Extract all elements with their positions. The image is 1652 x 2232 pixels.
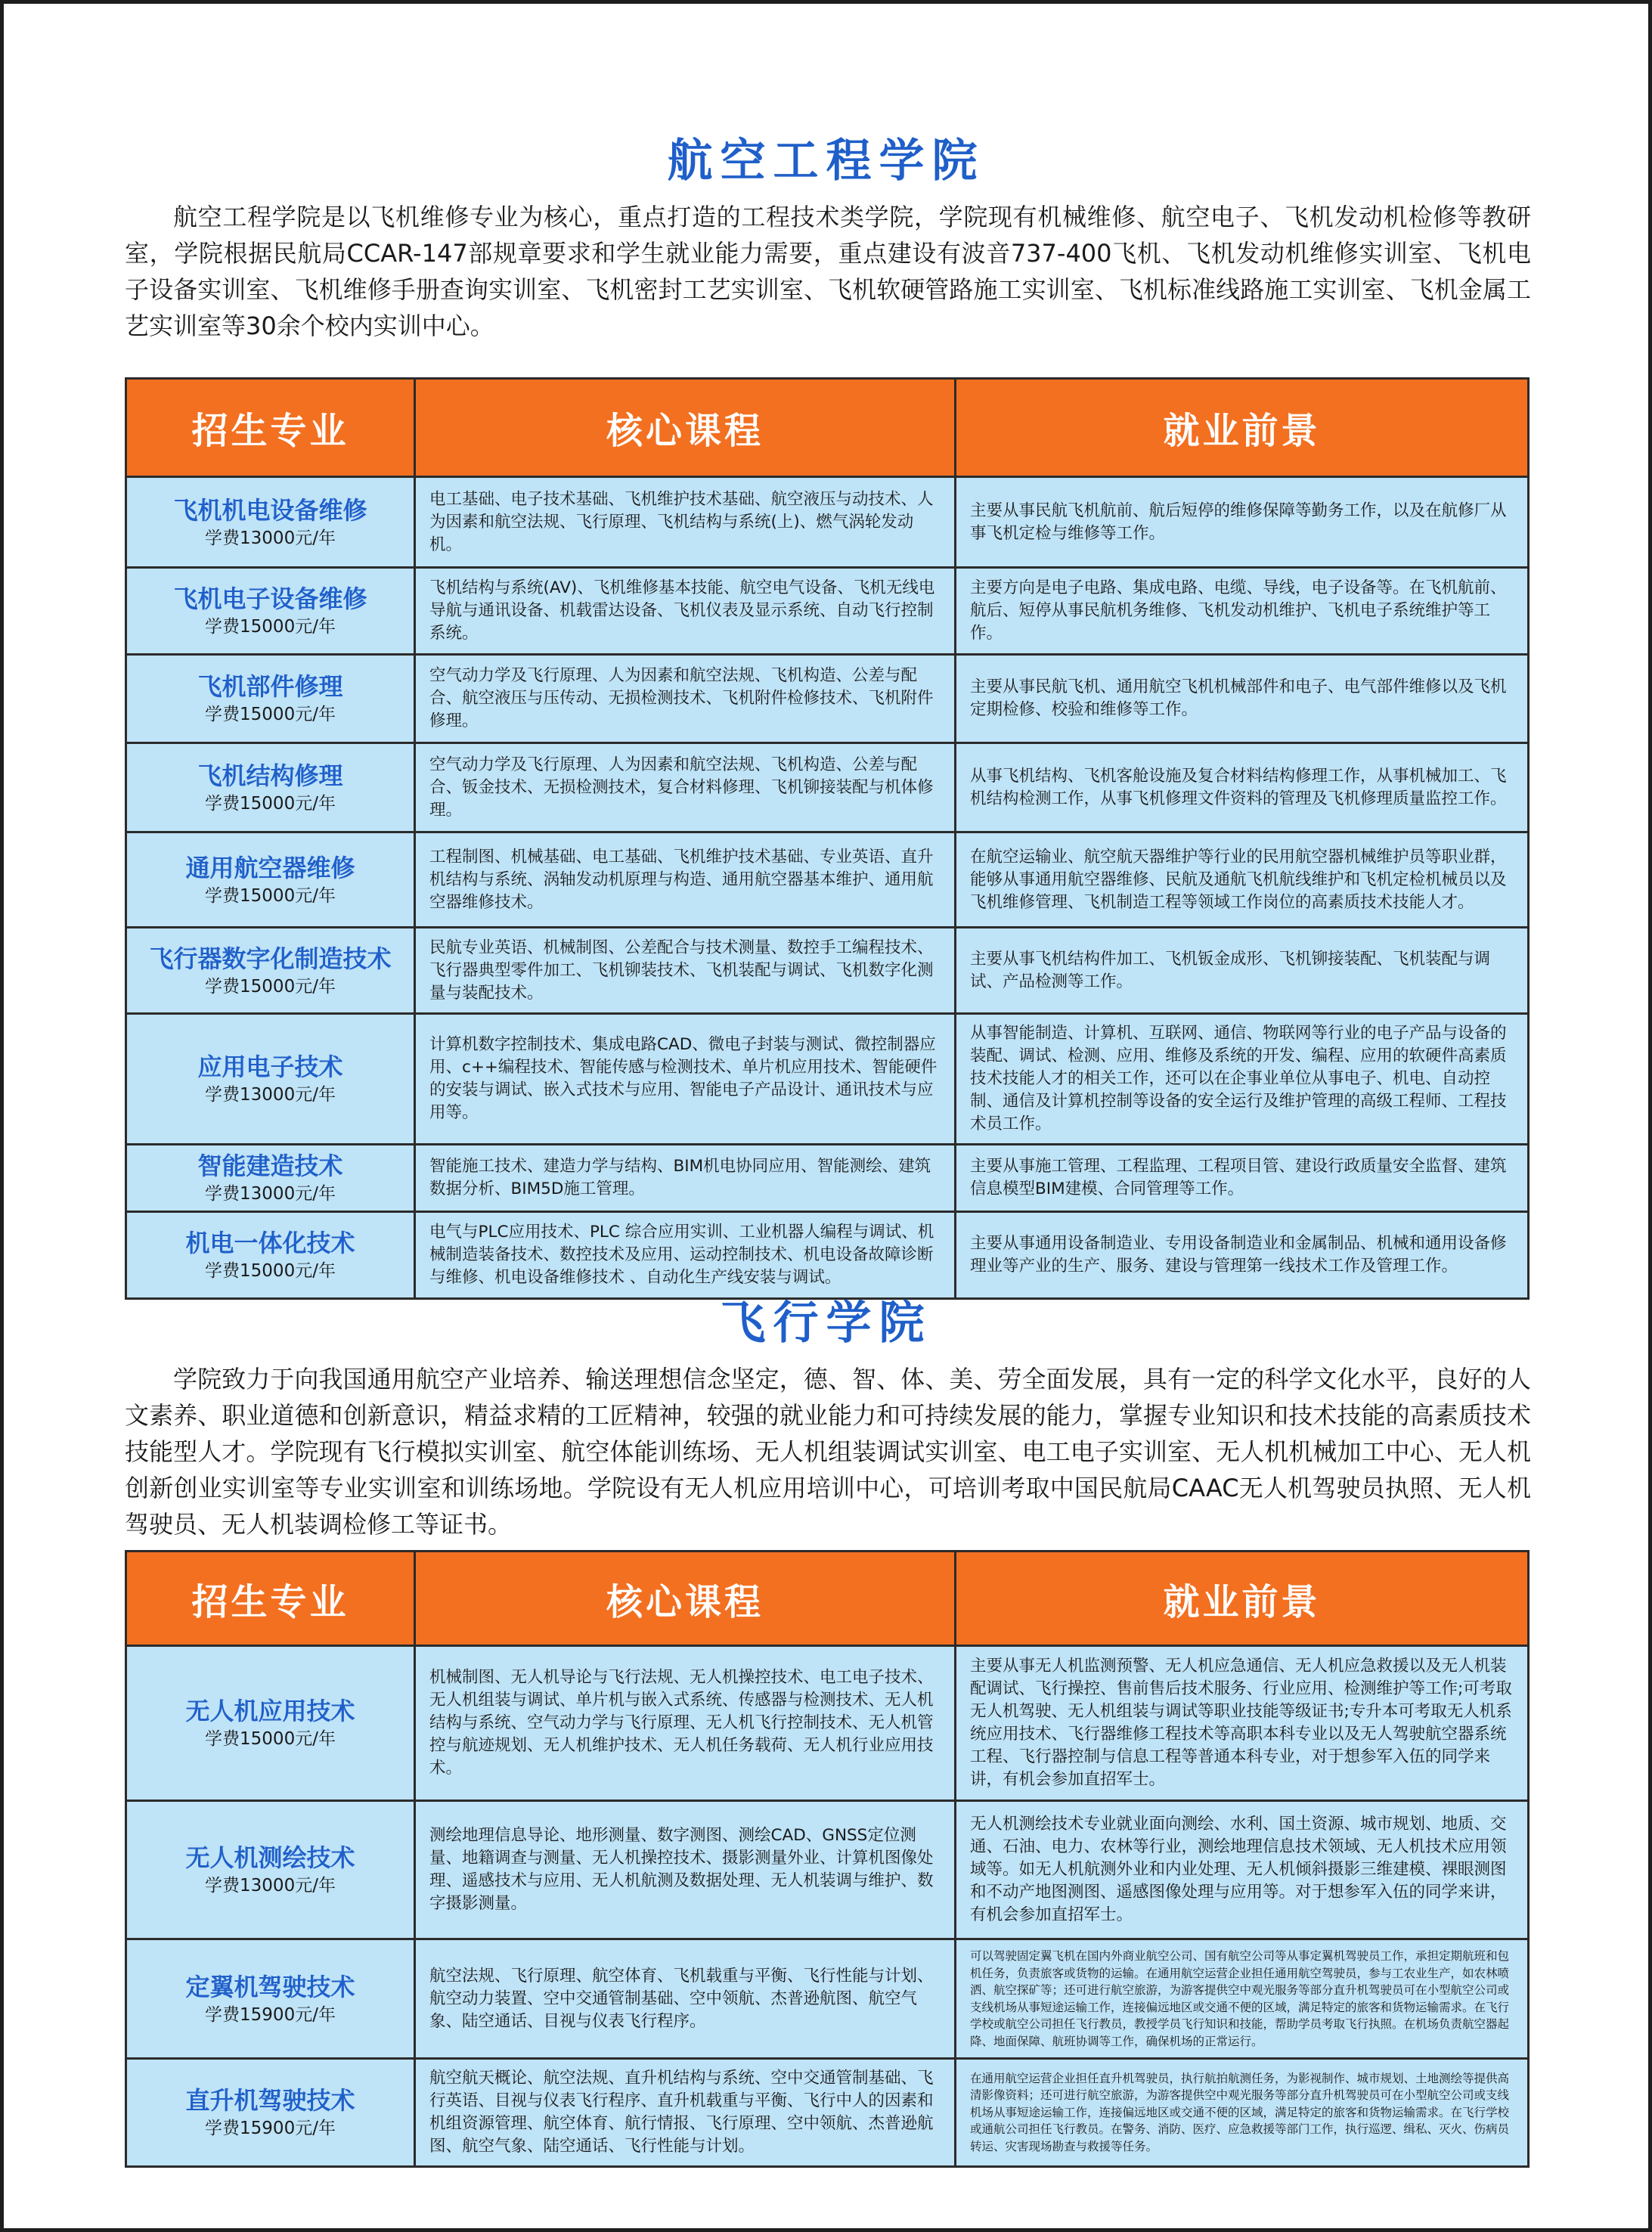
major-cell xyxy=(126,743,415,832)
major-fee: 学费15000元/年 xyxy=(205,885,336,906)
header-major: 招生专业 xyxy=(126,1552,415,1646)
prospects-cell: 可以驾驶固定翼飞机在国内外商业航空公司、国有航空公司等从事定翼机驾驶员工作，承担定期航班和包机任务，负责旅客或货物的运输。在通用航空运营企业担任通用航空驾驶员，参与工农业生产，如农林喷洒、航空探矿等；还可进行航空旅游，为游客提供空中观光服务等部分直升机驾驶员可在小型航空公司或支线机场从事短途运输工作，连接偏远地区或交通不便的区域，满足特定的旅客和货物运输需求。在飞行学校或航空公司担任飞行教员，教授学员飞行知识和技能，帮助学员考取飞行执照。在机场负责航空器起降、地面保障、航班协调等工作，确保机场的正常运行。 xyxy=(956,1939,1529,2059)
courses-cell: 测绘地理信息导论、地形测量、数字测图、测绘CAD、GNSS定位测量、地籍调查与测量、无人机操控技术、摄影测量外业、计算机图像处理、遥感技术与应用、无人机航测及数据处理、无人机装调与维护、数字摄影测量。 xyxy=(415,1801,956,1939)
major-cell xyxy=(126,928,415,1014)
major-fee: 学费13000元/年 xyxy=(205,1184,336,1204)
major-fee: 学费13000元/年 xyxy=(205,528,336,548)
major-name: 直升机驾驶技术 xyxy=(185,2086,355,2115)
major-cell xyxy=(126,1801,415,1939)
major-cell xyxy=(126,1014,415,1145)
engineering-intro: 航空工程学院是以飞机维修专业为核心，重点打造的工程技术类学院，学院现有机械维修、航空电子、飞机发动机检修等教研室，学院根据民航局CCAR-147部规章要求和学生就业能力需要，重点建设有波音737-400飞机、飞机发动机维修实训室、飞机电子设备实训室、飞机维修手册查询实训室、飞机密封工艺实训室、飞机软硬管路施工实训室、飞机标准线路施工实训室、飞机金属工艺实训室等30余个校内实训中心。 xyxy=(125,203,1531,340)
major-name: 飞行器数字化制造技术 xyxy=(149,944,392,973)
major-name: 通用航空器维修 xyxy=(185,853,355,882)
major-fee: 学费15000元/年 xyxy=(205,793,336,814)
major-cell xyxy=(126,1212,415,1299)
major-fee: 学费15000元/年 xyxy=(205,976,336,997)
courses-cell: 计算机数字控制技术、集成电路CAD、微电子封装与测试、微控制器应用、c++编程技术、智能传感与检测技术、单片机应用技术、智能硬件的安装与调试、嵌入式技术与应用、智能电子产品设计、通讯技术与应用等。 xyxy=(415,1014,956,1145)
prospects-cell: 从事飞机结构、飞机客舱设施及复合材料结构修理工作，从事机械加工、飞机结构检测工作，从事飞机修理文件资料的管理及飞机修理质量监控工作。 xyxy=(956,743,1529,832)
header-courses: 核心课程 xyxy=(415,379,956,477)
major-cell xyxy=(126,832,415,928)
major-fee: 学费15000元/年 xyxy=(205,705,336,724)
major-name: 飞机结构修理 xyxy=(197,761,343,790)
major-name: 飞机部件修理 xyxy=(197,672,343,701)
header-courses: 核心课程 xyxy=(415,1552,956,1646)
major-cell xyxy=(126,655,415,743)
courses-cell: 飞机结构与系统(AV)、飞机维修基本技能、航空电气设备、飞机无线电导航与通讯设备、机载雷达设备、飞机仪表及显示系统、自动飞行控制系统。 xyxy=(415,568,956,655)
prospects-cell: 主要从事无人机监测预警、无人机应急通信、无人机应急救援以及无人机装配调试、飞行操控、售前售后技术服务、行业应用、检测维护等工作;可考取无人机驾驶、无人机组装与调试等职业技能等级证书;专升本可考取无人机系统应用技术、飞行器维修工程技术等高职本科专业以及无人驾驶航空器系统工程、飞行器控制与信息工程等普通本科专业，对于想参军入伍的同学来讲，有机会参加直招军士。 xyxy=(956,1646,1529,1801)
major-name: 应用电子技术 xyxy=(197,1052,343,1081)
major-cell xyxy=(126,477,415,568)
prospects-cell: 从事智能制造、计算机、互联网、通信、物联网等行业的电子产品与设备的装配、调试、检测、应用、维修及系统的开发、编程、应用的软硬件高素质技术技能人才的相关工作，还可以在企事业单位从事电子、机电、自动控制、通信及计算机控制等设备的安全运行及维护管理的高级工程师、工程技术员工作。 xyxy=(956,1014,1529,1145)
major-name: 飞机机电设备维修 xyxy=(173,495,367,525)
courses-cell: 民航专业英语、机械制图、公差配合与技术测量、数控手工编程技术、飞行器典型零件加工、飞机铆装技术、飞机装配与调试、飞机数字化测量与装配技术。 xyxy=(415,928,956,1014)
courses-cell: 智能施工技术、建造力学与结构、BIM机电协同应用、智能测绘、建筑数据分析、BIM5D施工管理。 xyxy=(415,1145,956,1212)
major-name: 智能建造技术 xyxy=(197,1152,343,1180)
major-cell xyxy=(126,568,415,655)
prospects-cell: 无人机测绘技术专业就业面向测绘、水利、国土资源、城市规划、地质、交通、石油、电力、农林等行业，测绘地理信息技术领域、无人机技术应用领域等。如无人机航测外业和内业处理、无人机倾斜摄影三维建模、裸眼测图和不动产地图测图、遥感图像处理与应用等。对于想参军入伍的同学来讲，有机会参加直招军士。 xyxy=(956,1801,1529,1939)
courses-cell: 航空航天概论、航空法规、直升机结构与系统、空中交通管制基础、飞行英语、目视与仪表飞行程序、直升机载重与平衡、飞行中人的因素和机组资源管理、航空体育、航行情报、飞行原理、空中领航、杰普逊航图、航空气象、陆空通话、飞行性能与计划。 xyxy=(415,2059,956,2167)
courses-cell: 航空法规、飞行原理、航空体育、飞机载重与平衡、飞行性能与计划、航空动力装置、空中交通管制基础、空中领航、杰普逊航图、航空气象、陆空通话、目视与仪表飞行程序。 xyxy=(415,1939,956,2059)
table-row xyxy=(126,1212,1529,1299)
header-prospects: 就业前景 xyxy=(956,1552,1529,1646)
table-row xyxy=(126,928,1529,1014)
table-row xyxy=(126,743,1529,832)
courses-cell: 电工基础、电子技术基础、飞机维护技术基础、航空液压与动技术、人为因素和航空法规、飞行原理、飞机结构与系统(上)、燃气涡轮发动机。 xyxy=(415,477,956,568)
major-fee: 学费15000元/年 xyxy=(205,617,336,637)
prospects-cell: 主要从事飞机结构件加工、飞机钣金成形、飞机铆接装配、飞机装配与调试、产品检测等工作。 xyxy=(956,928,1529,1014)
major-name: 无人机测绘技术 xyxy=(185,1843,355,1872)
prospects-cell: 在航空运输业、航空航天器维护等行业的民用航空器机械维护员等职业群，能够从事通用航空器维修、民航及通航飞机航线维护和飞机定检机械员以及飞机维修管理、飞机制造工程等领域工作岗位的高素质技术技能人才。 xyxy=(956,832,1529,928)
table-header-row xyxy=(126,1552,1529,1646)
major-fee: 学费15000元/年 xyxy=(205,1261,336,1281)
table-row xyxy=(126,832,1529,928)
table-row xyxy=(126,1801,1529,1939)
major-cell xyxy=(126,1145,415,1212)
major-fee: 学费15000元/年 xyxy=(205,1729,336,1749)
flight-intro: 学院致力于向我国通用航空产业培养、输送理想信念坚定，德、智、体、美、劳全面发展，具有一定的科学文化水平，良好的人文素养、职业道德和创新意识，精益求精的工匠精神，较强的就业能力和可持续发展的能力，掌握专业知识和技术技能的高素质技术技能型人才。学院现有飞行模拟实训室、航空体能训练场、无人机组装调试实训室、电工电子实训室、无人机机械加工中心、无人机创新创业实训室等专业实训室和训练场地。学院设有无人机应用培训中心，可培训考取中国民航局CAAC无人机驾驶员执照、无人机驾驶员、无人机装调检修工等证书。 xyxy=(125,1365,1531,1539)
flight-section-title: 飞行学院 xyxy=(720,1297,932,1350)
header-prospects: 就业前景 xyxy=(956,379,1529,477)
table-row xyxy=(126,1939,1529,2059)
courses-cell: 机械制图、无人机导论与飞行法规、无人机操控技术、电工电子技术、无人机组装与调试、单片机与嵌入式系统、传感器与检测技术、无人机结构与系统、空气动力学与飞行原理、无人机飞行控制技术、无人机管控与航迹规划、无人机维护技术、无人机任务载荷、无人机行业应用技术。 xyxy=(415,1646,956,1801)
table-row xyxy=(126,655,1529,743)
table-row xyxy=(126,2059,1529,2167)
engineering-section-title: 航空工程学院 xyxy=(667,135,985,188)
flight-majors-table xyxy=(125,1550,1530,2168)
major-cell xyxy=(126,2059,415,2167)
table-row xyxy=(126,1646,1529,1801)
courses-cell: 空气动力学及飞行原理、人为因素和航空法规、飞机构造、公差与配合、钣金技术、无损检测技术，复合材料修理、飞机铆接装配与机体修理。 xyxy=(415,743,956,832)
major-fee: 学费13000元/年 xyxy=(205,1085,336,1105)
major-fee: 学费15900元/年 xyxy=(205,2004,336,2025)
engineering-majors-table xyxy=(125,377,1530,1300)
table-header-row xyxy=(126,379,1529,477)
major-cell xyxy=(126,1646,415,1801)
major-cell xyxy=(126,1939,415,2059)
major-name: 飞机电子设备维修 xyxy=(173,584,367,613)
prospects-cell: 主要从事施工管理、工程监理、工程项目管、建设行政质量安全监督、建筑信息模型BIM建模、合同管理等工作。 xyxy=(956,1145,1529,1212)
major-fee: 学费13000元/年 xyxy=(205,1876,336,1896)
courses-cell: 空气动力学及飞行原理、人为因素和航空法规、飞机构造、公差与配合、航空液压与压传动、无损检测技术、飞机附件检修技术、飞机附件修理。 xyxy=(415,655,956,743)
table-row xyxy=(126,568,1529,655)
major-name: 定翼机驾驶技术 xyxy=(185,1972,355,2001)
major-name: 无人机应用技术 xyxy=(185,1697,355,1725)
prospects-cell: 主要从事民航飞机、通用航空飞机机械部件和电子、电气部件维修以及飞机定期检修、校验和维修等工作。 xyxy=(956,655,1529,743)
courses-cell: 工程制图、机械基础、电工基础、飞机维护技术基础、专业英语、直升机结构与系统、涡轴发动机原理与构造、通用航空器基本维护、通用航空器维修技术。 xyxy=(415,832,956,928)
major-name: 机电一体化技术 xyxy=(185,1229,355,1257)
table-row xyxy=(126,1145,1529,1212)
courses-cell: 电气与PLC应用技术、PLC 综合应用实训、工业机器人编程与调试、机械制造装备技术、数控技术及应用、运动控制技术、机电设备故障诊断与维修、机电设备维修技术 、自动化生产线安装与调试。 xyxy=(415,1212,956,1299)
major-fee: 学费15900元/年 xyxy=(205,2119,336,2138)
table-row xyxy=(126,1014,1529,1145)
header-major: 招生专业 xyxy=(126,379,415,477)
prospects-cell: 在通用航空运营企业担任直升机驾驶员，执行航拍航测任务，为影视制作、城市规划、土地测绘等提供高清影像资料；还可进行航空旅游，为游客提供空中观光服务等部分直升机驾驶员可在小型航空公司或支线机场从事短途运输工作，连接偏远地区或交通不便的区域，满足特定的旅客和货物运输需求。在飞行学校或通航公司担任飞行教员。在警务、消防、医疗、应急救援等部门工作，执行巡逻、缉私、灭火、伤病员转运、灾害现场勘查与救援等任务。 xyxy=(956,2059,1529,2167)
table-row xyxy=(126,477,1529,568)
prospects-cell: 主要从事民航飞机航前、航后短停的维修保障等勤务工作，以及在航修厂从事飞机定检与维修等工作。 xyxy=(956,477,1529,568)
prospects-cell: 主要方向是电子电路、集成电路、电缆、导线，电子设备等。在飞机航前、航后、短停从事民航机务维修、飞机发动机维护、飞机电子系统维护等工作。 xyxy=(956,568,1529,655)
prospects-cell: 主要从事通用设备制造业、专用设备制造业和金属制品、机械和通用设备修理业等产业的生产、服务、建设与管理第一线技术工作及管理工作。 xyxy=(956,1212,1529,1299)
